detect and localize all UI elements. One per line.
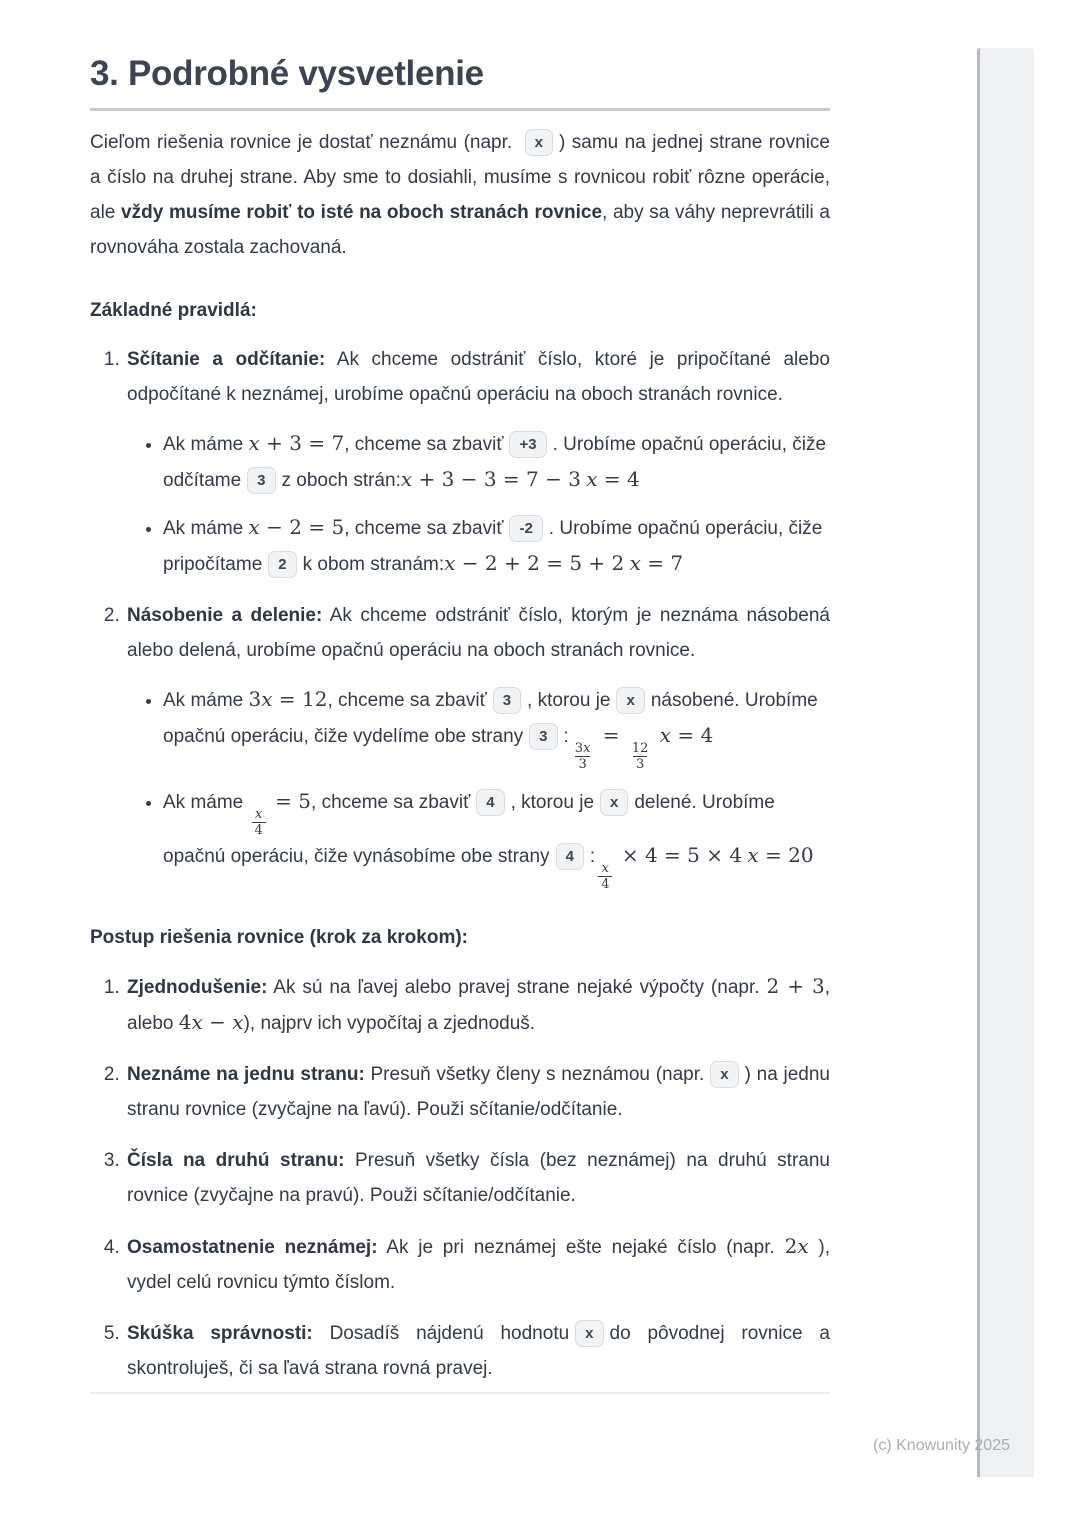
math-expression: x = 4 xyxy=(659,723,714,747)
math-expression: 2 + 3 xyxy=(766,974,825,998)
step-item xyxy=(125,1316,830,1386)
rules-list xyxy=(90,342,830,892)
math-expression: 3x = 12 xyxy=(248,687,328,711)
math-fraction: $\frac{3x}{3}$ xyxy=(574,741,591,772)
inline-value-badge: x xyxy=(525,129,553,156)
rule-example-item: • Ak máme x − 2 = 5, chceme sa zbaviť -2 . Urobíme opačnú operáciu, čiže pripočítame 2 k obom stranám:x − 2 + 2 = 5 + 2 x = 7 xyxy=(163,510,830,582)
rule-examples xyxy=(127,682,830,892)
step-item-text: 4. Osamostatnenie neznámej: Ak je pri neznámej ešte nejaké číslo (napr. 2x ), vydel celú rovnicu týmto číslom. xyxy=(127,1234,830,1293)
math-expression: = 5 xyxy=(275,789,312,813)
page-title: 3. Podrobné vysvetlenie xyxy=(90,54,484,93)
math-fraction: $\frac{12}{3}$ xyxy=(631,741,649,772)
inline-value-badge: x xyxy=(710,1061,738,1088)
math-expression: x − 2 = 5 xyxy=(248,515,345,539)
inline-value-badge: -2 xyxy=(509,515,542,542)
bold-label: Čísla na druhú stranu: xyxy=(127,1150,345,1171)
bold-label: Skúška správnosti: xyxy=(127,1323,313,1344)
step-item-text: 2. Neznáme na jednu stranu: Presuň všetky členy s neznámou (napr. x ) na jednu stranu rovnice (zvyčajne na ľavú). Použi sčítanie/odčítanie. xyxy=(127,1057,830,1127)
rule-example-item: • Ak máme 3x = 12, chceme sa zbaviť 3 , ktorou je x násobené. Urobíme opačnú operáciu, čiže vydelíme obe strany 3 : $\frac{3x}{3}$ = $\frac{12}{3}$ x = 4 xyxy=(163,682,830,772)
math-expression: x + 3 = 7 xyxy=(248,431,345,455)
bold-label: Sčítanie a odčítanie: xyxy=(127,349,326,370)
math-expression: x = 20 xyxy=(747,843,814,867)
math-expression: x − 2 + 2 = 5 + 2 xyxy=(444,551,625,575)
bold-label: Zjednodušenie: xyxy=(127,977,268,998)
heading-divider xyxy=(90,108,830,111)
steps-list xyxy=(90,969,830,1386)
math-expression: x = 4 xyxy=(586,467,640,491)
intro-paragraph: Cieľom riešenia rovnice je dostať neznámu (napr. x ) samu na jednej strane rovnice a číslo na druhej strane. Aby sme to dosiahli, musíme s rovnicou robiť rôzne operácie, ale vždy musíme robiť to isté na oboch stranách rovnice, aby sa váhy neprevrátili a rovnováha zostala zachovaná. xyxy=(90,125,830,265)
inline-value-badge: 4 xyxy=(476,789,504,816)
bold-label: Násobenie a delenie: xyxy=(127,605,323,626)
math-fraction: $\frac{x}{4}$ xyxy=(252,807,266,838)
step-item xyxy=(125,969,830,1041)
inline-value-badge: x xyxy=(616,687,644,714)
scrollbar-track[interactable] xyxy=(977,48,1034,1477)
math-expression: × 4 = 5 × 4 xyxy=(621,843,743,867)
math-expression: x = 7 xyxy=(629,551,684,575)
step-item-text: 1. Zjednodušenie: Ak sú na ľavej alebo pravej strane nejaké výpočty (napr. 2 + 3, alebo 4x − x), najprv ich vypočítaj a zjednoduš. xyxy=(127,974,830,1034)
rule-example-item: • Ak máme x + 3 = 7, chceme sa zbaviť +3 . Urobíme opačnú operáciu, čiže odčítame 3 z oboch strán:x + 3 − 3 = 7 − 3 x = 4 xyxy=(163,426,830,498)
copyright-text: (c) Knowunity 2025 xyxy=(873,1437,1010,1454)
inline-value-badge: 3 xyxy=(493,687,521,714)
step-item xyxy=(125,1229,830,1300)
step-item-text: 5. Skúška správnosti: Dosadíš nájdenú hodnotu x do pôvodnej rovnice a skontroluješ, či sa ľavá strana rovná pravej. xyxy=(127,1316,830,1386)
inline-value-badge: 2 xyxy=(268,551,296,578)
bold-label: vždy musíme robiť to isté na oboch stranách rovnice xyxy=(121,202,603,223)
step-item xyxy=(125,1143,830,1213)
rule-item-text: 2. Násobenie a delenie: Ak chceme odstrániť číslo, ktorým je neznáma násobená alebo delená, urobíme opačnú operáciu na oboch stranách rovnice. xyxy=(127,605,830,661)
bold-label: Neznáme na jednu stranu: xyxy=(127,1064,365,1085)
math-expression: x + 3 − 3 = 7 − 3 xyxy=(400,467,581,491)
inline-value-badge: 4 xyxy=(556,843,584,870)
steps-section-title: Postup riešenia rovnice (krok za krokom): xyxy=(90,927,469,948)
inline-value-badge: x xyxy=(575,1320,603,1347)
inline-value-badge: 3 xyxy=(529,723,557,750)
step-item-text: 3. Čísla na druhú stranu: Presuň všetky čísla (bez neznámej) na druhú stranu rovnice (zvyčajne na pravú). Použi sčítanie/odčítanie. xyxy=(127,1150,830,1206)
math-expression: 2x xyxy=(784,1234,809,1258)
math-expression: = xyxy=(602,723,620,747)
rule-examples xyxy=(127,426,830,582)
rule-item xyxy=(125,598,830,892)
math-fraction: $\frac{x}{4}$ xyxy=(598,861,612,892)
inline-value-badge: x xyxy=(600,789,628,816)
math-expression: 4x − x xyxy=(178,1010,244,1034)
rule-item-text: 1. Sčítanie a odčítanie: Ak chceme odstrániť číslo, ktoré je pripočítané alebo odpočítané k neznámej, urobíme opačnú operáciu na oboch stranách rovnice. xyxy=(127,349,830,405)
inline-value-badge: 3 xyxy=(247,467,275,494)
footer-divider xyxy=(90,1392,830,1394)
inline-value-badge: +3 xyxy=(509,431,546,458)
rule-item xyxy=(125,342,830,582)
document-content xyxy=(90,0,830,1386)
rule-example-item: • Ak máme $\frac{x}{4}$ = 5, chceme sa zbaviť 4 , ktorou je x delené. Urobíme opačnú operáciu, čiže vynásobíme obe strany 4 : $\frac{x}{4}$ × 4 = 5 × 4 x = 20 xyxy=(163,784,830,892)
bold-label: Osamostatnenie neznámej: xyxy=(127,1237,378,1258)
step-item xyxy=(125,1057,830,1127)
rules-section-title: Základné pravidlá: xyxy=(90,300,257,321)
